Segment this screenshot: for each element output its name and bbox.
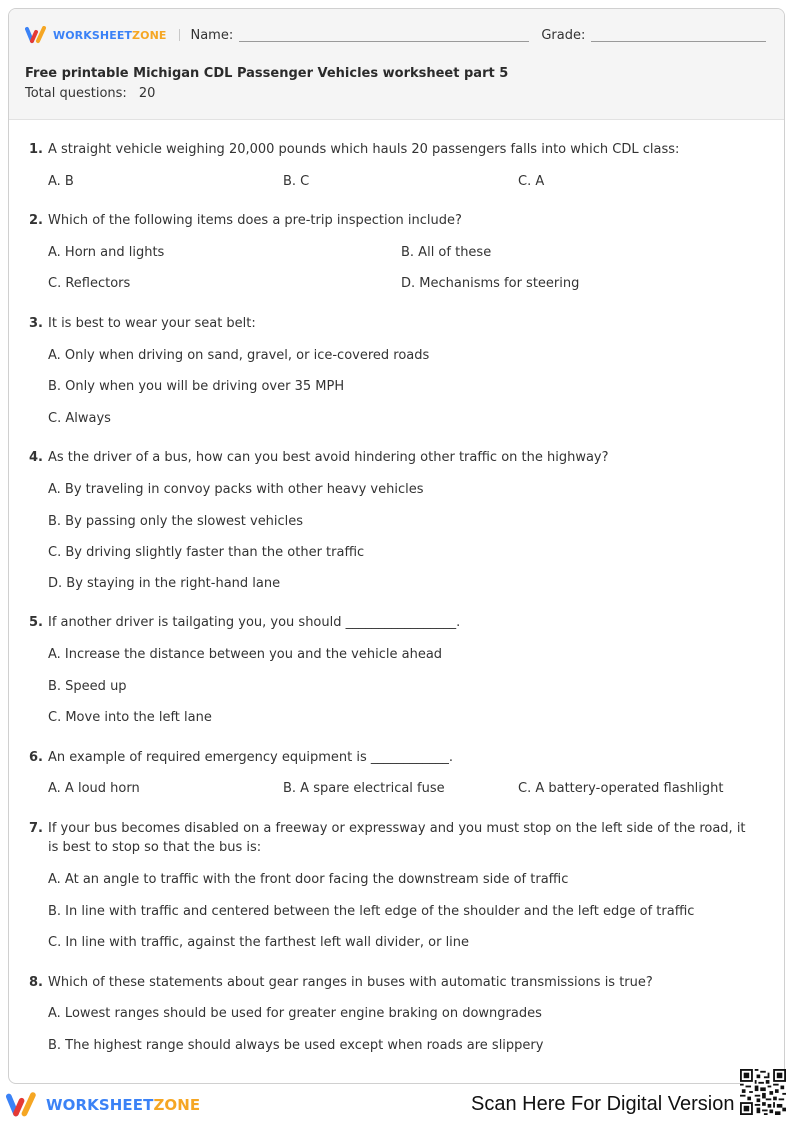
brand-logo xyxy=(25,26,167,44)
option-b[interactable]: B. The highest range should always be used except when roads are slippery xyxy=(48,1038,544,1053)
question-number: 1. xyxy=(29,142,43,157)
question-number: 4. xyxy=(29,450,43,465)
option-d[interactable]: D. Mechanisms for steering xyxy=(401,276,580,291)
total-questions-value: 20 xyxy=(138,86,156,101)
qr-code-icon[interactable] xyxy=(740,1069,786,1115)
scan-text: Scan Here For Digital Version xyxy=(471,1093,735,1115)
question-text: It is best to wear your seat belt: xyxy=(48,316,256,331)
option-c[interactable]: C. Reflectors xyxy=(48,276,131,291)
option-b[interactable]: B. Only when you will be driving over 35 MPH xyxy=(48,379,345,394)
name-label: Name: xyxy=(190,27,234,43)
option-b[interactable]: B. C xyxy=(283,174,310,189)
option-a[interactable]: A. B xyxy=(48,174,74,189)
question-text: An example of required emergency equipment is ____________. xyxy=(48,750,453,765)
brand-name: WORKSHEETZONE xyxy=(53,28,167,42)
worksheetzone-logo-icon xyxy=(6,1092,40,1118)
question-number: 8. xyxy=(29,975,43,990)
grade-label: Grade: xyxy=(541,27,586,43)
option-b[interactable]: B. In line with traffic and centered between the left edge of the shoulder and the left edge of traffic xyxy=(48,904,695,919)
worksheet-header xyxy=(9,9,784,120)
total-questions xyxy=(25,86,155,101)
question-number: 7. xyxy=(29,821,43,836)
option-a[interactable]: A. A loud horn xyxy=(48,781,140,796)
option-c[interactable]: C. By driving slightly faster than the other traffic xyxy=(48,545,365,560)
option-c[interactable]: C. Move into the left lane xyxy=(48,710,212,725)
question-text: As the driver of a bus, how can you best avoid hindering other traffic on the highway? xyxy=(48,450,609,465)
name-field[interactable] xyxy=(239,28,529,42)
header-row xyxy=(25,25,766,45)
question-number: 3. xyxy=(29,316,43,331)
option-c[interactable]: C. Always xyxy=(48,411,111,426)
page-footer xyxy=(0,1086,793,1122)
question-number: 6. xyxy=(29,750,43,765)
option-c[interactable]: C. A xyxy=(518,174,545,189)
footer-brand-logo xyxy=(6,1092,200,1118)
option-a[interactable]: A. Horn and lights xyxy=(48,245,165,260)
option-c[interactable]: C. In line with traffic, against the farthest left wall divider, or line xyxy=(48,935,470,950)
total-questions-label: Total questions: xyxy=(25,86,127,101)
option-b[interactable]: B. A spare electrical fuse xyxy=(283,781,445,796)
option-a[interactable]: A. Increase the distance between you and the vehicle ahead xyxy=(48,647,443,662)
option-a[interactable]: A. At an angle to traffic with the front door facing the downstream side of traffic xyxy=(48,872,569,887)
option-b[interactable]: B. All of these xyxy=(401,245,492,260)
question-text: If your bus becomes disabled on a freeway or expressway and you must stop on the left side of the road, it is best to stop so that the bus is: xyxy=(48,821,746,855)
question-text: If another driver is tailgating you, you should _________________. xyxy=(48,615,461,630)
question-number: 2. xyxy=(29,213,43,228)
question-number: 5. xyxy=(29,615,43,630)
worksheet-title: Free printable Michigan CDL Passenger Vehicles worksheet part 5 xyxy=(25,66,509,81)
option-b[interactable]: B. Speed up xyxy=(48,679,127,694)
option-a[interactable]: A. Only when driving on sand, gravel, or ice-covered roads xyxy=(48,348,430,363)
divider xyxy=(179,29,180,41)
option-c[interactable]: C. A battery-operated flashlight xyxy=(518,781,724,796)
worksheet-page xyxy=(8,8,785,1084)
option-b[interactable]: B. By passing only the slowest vehicles xyxy=(48,514,304,529)
footer-brand-name: WORKSHEETZONE xyxy=(46,1096,201,1114)
question-text: Which of the following items does a pre-trip inspection include? xyxy=(48,213,462,228)
worksheetzone-logo-icon xyxy=(25,26,49,44)
option-d[interactable]: D. By staying in the right-hand lane xyxy=(48,576,281,591)
question-text: A straight vehicle weighing 20,000 pounds which hauls 20 passengers falls into which CDL class: xyxy=(48,142,680,157)
option-a[interactable]: A. By traveling in convoy packs with other heavy vehicles xyxy=(48,482,424,497)
question-text: Which of these statements about gear ranges in buses with automatic transmissions is true? xyxy=(48,975,653,990)
grade-field[interactable] xyxy=(591,28,766,42)
option-a[interactable]: A. Lowest ranges should be used for greater engine braking on downgrades xyxy=(48,1006,542,1021)
